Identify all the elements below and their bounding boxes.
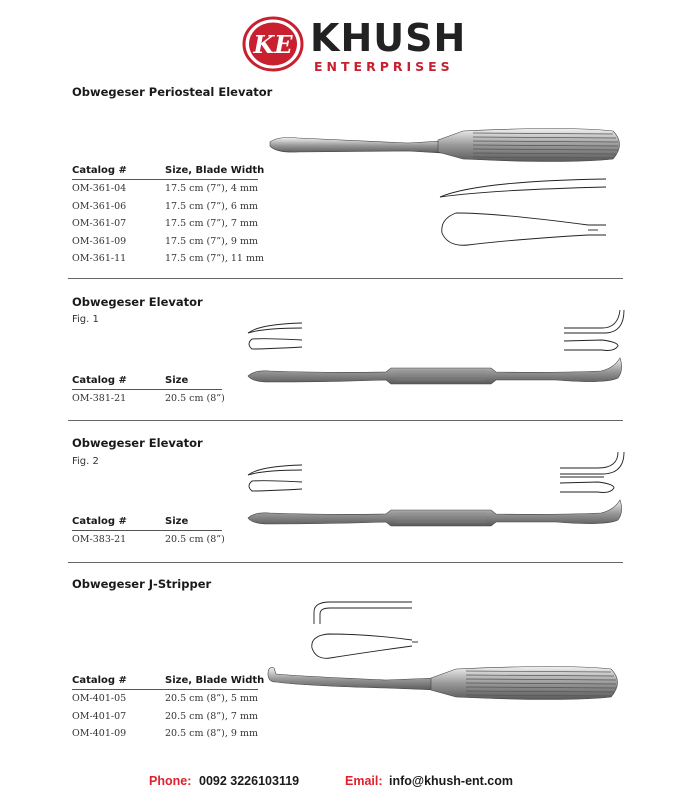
table-header xyxy=(72,165,265,180)
size-cell: 20.5 cm (8”), 5 mm xyxy=(165,693,258,704)
section-1-title: Obwegeser Periosteal Elevator xyxy=(72,85,273,99)
section-3-title: Obwegeser Elevator xyxy=(72,436,203,450)
catalog-cell: OM-381-21 xyxy=(72,393,127,404)
ke-monogram-logo xyxy=(242,16,304,72)
table-row xyxy=(72,233,258,251)
catalog-cell: OM-401-09 xyxy=(72,728,127,739)
table-row xyxy=(72,250,264,268)
col-catalog-header: Catalog # xyxy=(72,516,127,527)
catalog-cell: OM-361-07 xyxy=(72,218,127,229)
figure-label: Fig. 1 xyxy=(72,314,99,325)
col-catalog-header: Catalog # xyxy=(72,165,127,176)
catalog-cell: OM-361-04 xyxy=(72,183,127,194)
size-cell: 20.5 cm (8”), 7 mm xyxy=(165,710,258,722)
section-3-table xyxy=(72,516,225,549)
section-4-title: Obwegeser J-Stripper xyxy=(72,577,212,591)
col-size-header: Size xyxy=(165,516,189,527)
table-row xyxy=(72,180,258,198)
table-row xyxy=(72,390,225,408)
col-size-header: Size xyxy=(165,375,189,386)
size-cell: 17.5 cm (7”), 9 mm xyxy=(165,235,258,247)
brand-tagline: ENTERPRISES xyxy=(314,59,454,74)
section-1-table xyxy=(72,165,265,268)
col-catalog-header: Catalog # xyxy=(72,675,127,686)
section-4-table xyxy=(72,675,265,743)
size-cell: 17.5 cm (7”), 7 mm xyxy=(165,218,258,229)
logo-monogram: KE xyxy=(253,30,293,59)
catalog-cell: OM-361-11 xyxy=(72,253,127,264)
catalog-cell: OM-361-06 xyxy=(72,200,127,212)
email-label: Email: xyxy=(345,774,383,788)
section-2-title: Obwegeser Elevator xyxy=(72,295,203,309)
size-cell: 20.5 cm (8”) xyxy=(165,534,225,545)
catalog-cell: OM-383-21 xyxy=(72,534,127,545)
catalog-cell: OM-361-09 xyxy=(72,235,127,247)
phone-label: Phone: xyxy=(149,774,192,788)
table-row xyxy=(72,725,258,743)
table-row xyxy=(72,708,258,726)
size-cell: 20.5 cm (8”), 9 mm xyxy=(165,728,258,739)
table-header xyxy=(72,675,265,690)
brand-name: KHUSH xyxy=(310,16,467,60)
size-cell: 20.5 cm (8”) xyxy=(165,393,225,404)
section-2-table xyxy=(72,375,225,408)
elevator-tip-right-drawing xyxy=(558,450,628,496)
table-row xyxy=(72,198,258,216)
figure-label: Fig. 2 xyxy=(72,456,99,467)
col-size-header: Size, Blade Width xyxy=(165,675,265,686)
table-header xyxy=(72,375,222,390)
table-row xyxy=(72,215,258,233)
periosteal-elevator-image xyxy=(268,126,623,166)
elevator-tip-right-drawing xyxy=(562,308,626,354)
size-cell: 17.5 cm (7”), 4 mm xyxy=(165,183,258,194)
obwegeser-elevator-fig2-image xyxy=(246,498,626,534)
catalog-cell: OM-401-05 xyxy=(72,693,127,704)
col-catalog-header: Catalog # xyxy=(72,375,127,386)
col-size-header: Size, Blade Width xyxy=(165,165,265,176)
email-link[interactable]: info@khush-ent.com xyxy=(389,774,513,788)
brand-logo xyxy=(240,12,467,76)
periosteal-elevator-profile-drawing xyxy=(438,175,608,250)
table-header xyxy=(72,516,222,531)
table-row xyxy=(72,690,258,708)
phone-number[interactable]: 0092 3226103119 xyxy=(199,774,300,788)
obwegeser-elevator-fig1-image xyxy=(246,356,626,392)
section-divider xyxy=(68,420,623,421)
size-cell: 17.5 cm (7”), 11 mm xyxy=(165,253,264,264)
elevator-tip-left-drawing xyxy=(246,320,304,352)
elevator-tip-left-drawing xyxy=(246,462,304,494)
section-divider xyxy=(68,278,623,279)
size-cell: 17.5 cm (7”), 6 mm xyxy=(165,200,258,212)
table-row xyxy=(72,531,225,549)
j-stripper-tip-drawing xyxy=(308,598,420,664)
section-divider xyxy=(68,562,623,563)
j-stripper-image xyxy=(266,664,626,704)
catalog-cell: OM-401-07 xyxy=(72,710,127,722)
